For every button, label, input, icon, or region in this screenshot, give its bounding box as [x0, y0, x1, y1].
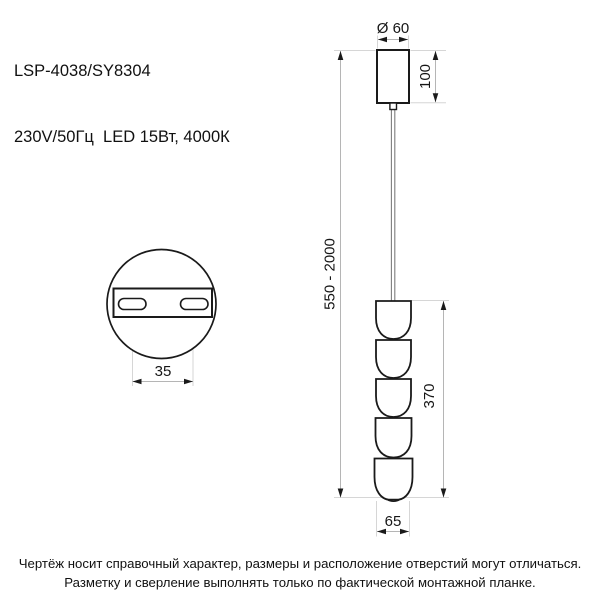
- product-specs: 230V/50Гц LED 15Вт, 4000К: [14, 128, 230, 146]
- disclaimer: [0, 554, 600, 592]
- dimension-suspension-range: [321, 51, 343, 498]
- lamp-bell-1: [376, 301, 411, 339]
- product-model: LSP-4038/SY8304: [14, 62, 151, 80]
- body-diameter-label: 65: [384, 513, 402, 530]
- lamp-bell-3: [376, 379, 411, 417]
- cable-connector: [390, 103, 397, 110]
- arrowhead-up-icon: [441, 301, 447, 310]
- dimension-canopy-diameter: [377, 20, 410, 42]
- lamp-bell-4: [376, 418, 412, 458]
- arrowhead-down-icon: [338, 489, 344, 498]
- body-height-label: 370: [420, 383, 438, 409]
- lamp-bell-5: [375, 459, 413, 500]
- arrowhead-right-icon: [399, 37, 408, 43]
- pendant-front-view: [375, 50, 413, 501]
- plate-hole-spacing-label: 35: [154, 363, 172, 380]
- dimension-body-diameter: [377, 513, 409, 534]
- ceiling-canopy: [377, 50, 409, 103]
- canopy-diameter-label: Ø 60: [376, 20, 410, 37]
- suspension-range-label: 550 - 2000: [321, 238, 339, 310]
- lamp-bell-2: [376, 340, 411, 378]
- arrowhead-down-icon: [441, 489, 447, 498]
- plate-slot-right: [181, 299, 209, 310]
- arrowhead-up-icon: [433, 51, 439, 60]
- dimension-body-height: [421, 301, 447, 498]
- disclaimer-line-1: Чертёж носит справочный характер, размеры и расположение отверстий могут отличаться.: [18, 556, 582, 571]
- arrowhead-right-icon: [400, 529, 409, 535]
- mounting-plate-detail-view: [107, 250, 216, 359]
- dimension-plate-hole-spacing: [133, 363, 194, 384]
- arrowhead-right-icon: [184, 379, 193, 385]
- arrowhead-left-icon: [378, 37, 387, 43]
- dimension-canopy-height: [417, 51, 439, 102]
- canopy-height-label: 100: [416, 63, 434, 90]
- disclaimer-line-2: Разметку и сверление выполнять только по фактической монтажной планке.: [64, 575, 536, 590]
- arrowhead-left-icon: [133, 379, 142, 385]
- arrowhead-down-icon: [433, 93, 439, 102]
- arrowhead-up-icon: [338, 51, 344, 60]
- suspension-cable: [391, 110, 394, 302]
- plate-slot-left: [119, 299, 147, 310]
